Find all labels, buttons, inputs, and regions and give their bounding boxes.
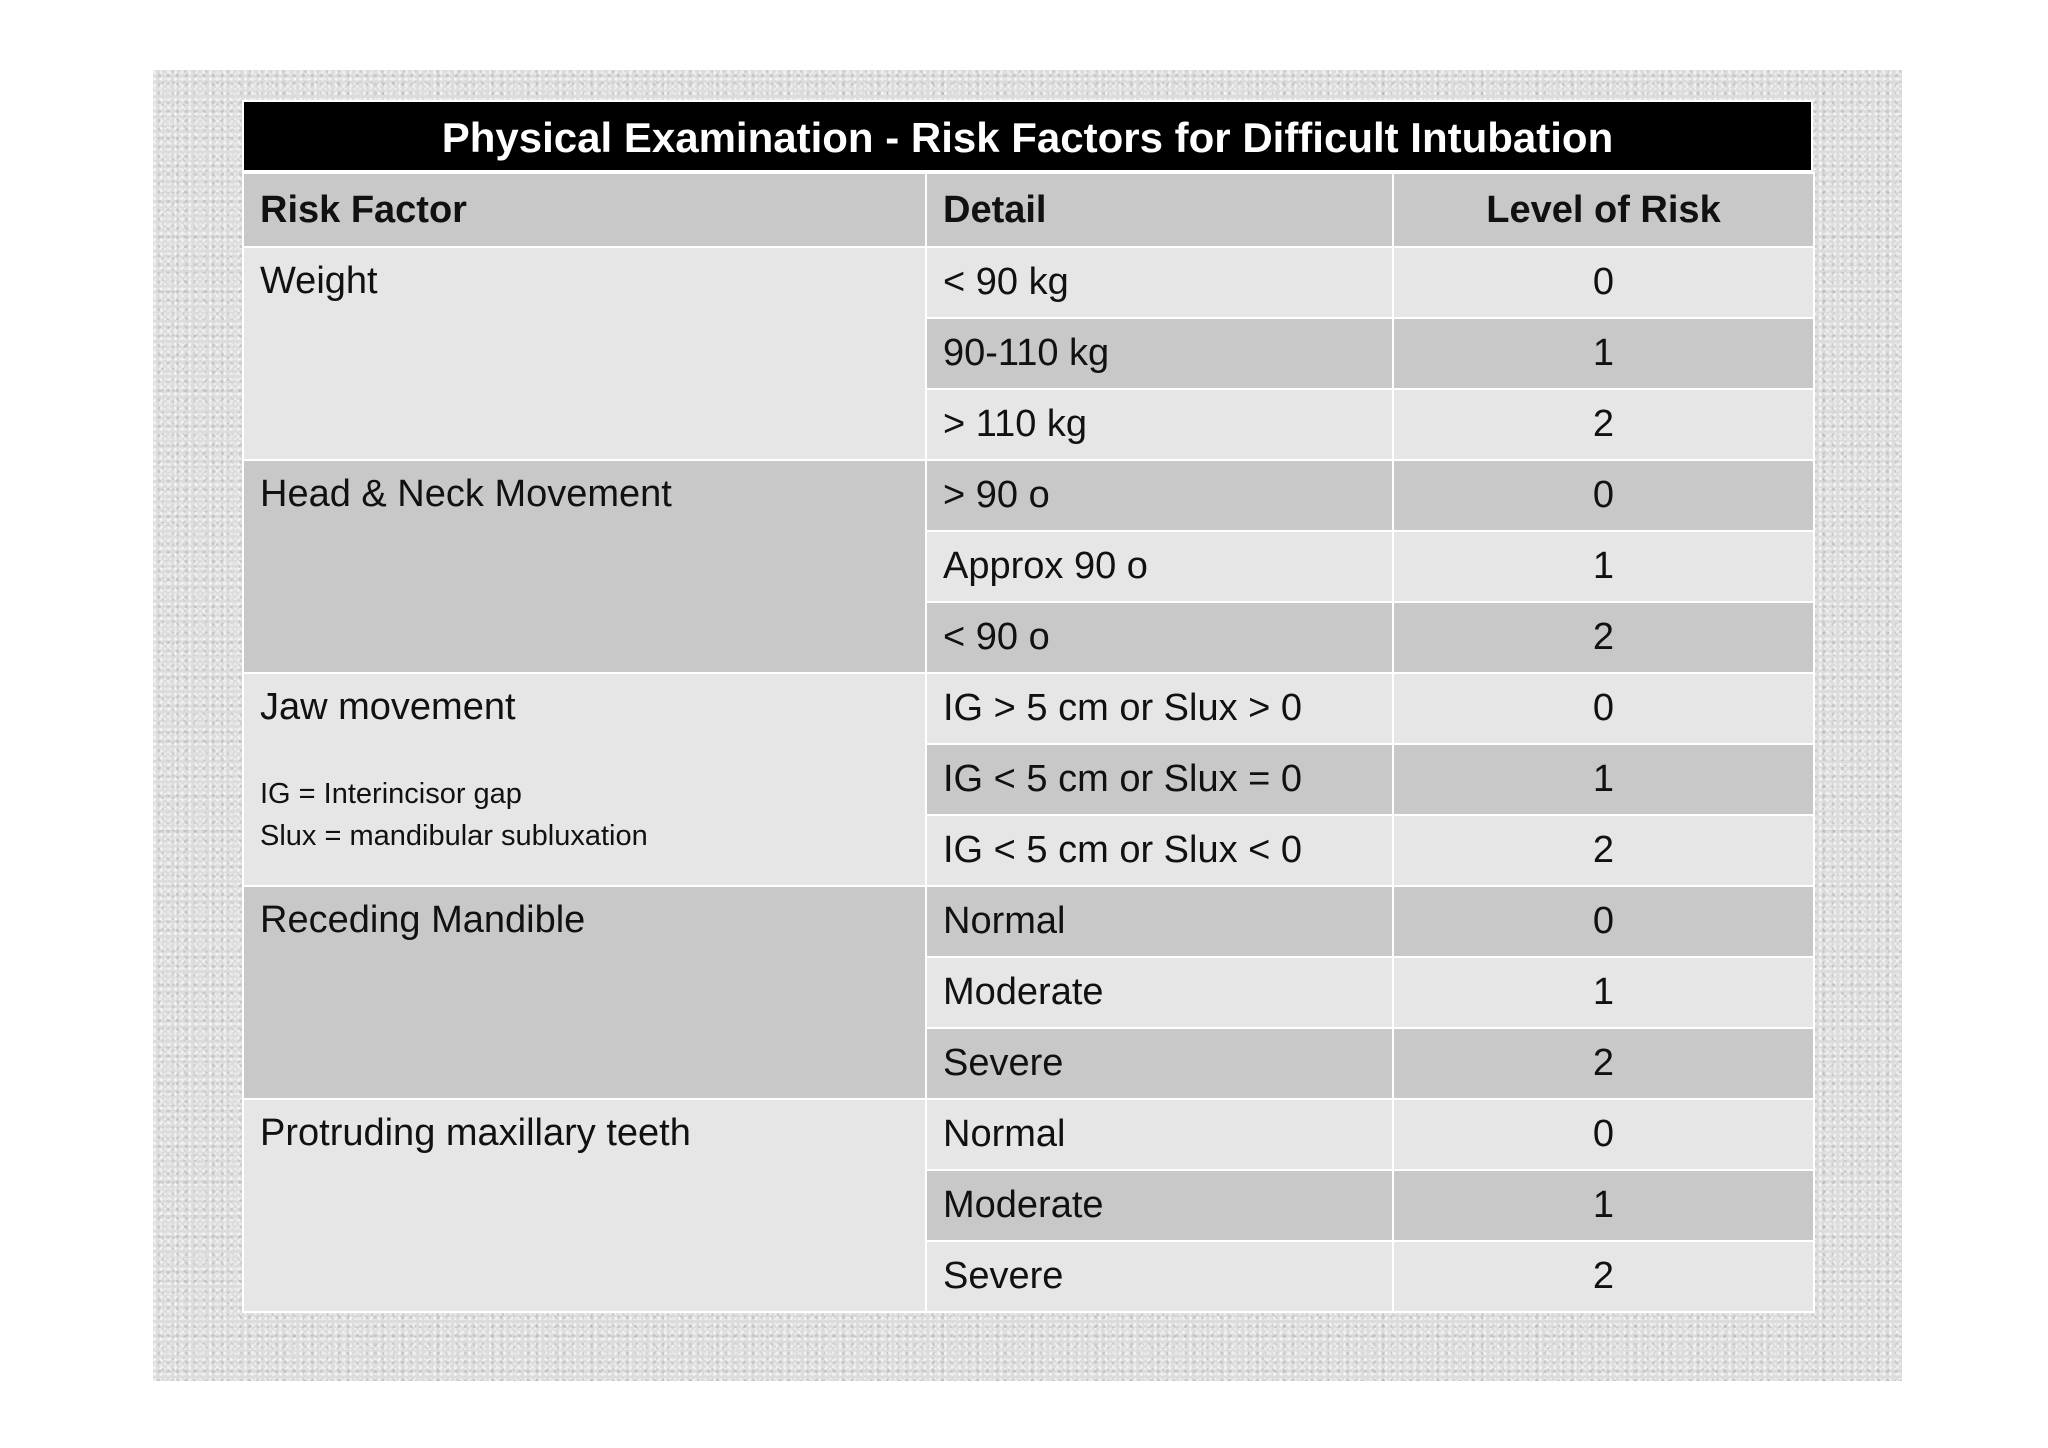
level-cell: 0 <box>1393 886 1814 957</box>
header-level-of-risk: Level of Risk <box>1393 173 1814 247</box>
level-cell: 0 <box>1393 247 1814 318</box>
detail-cell: Normal <box>926 886 1393 957</box>
detail-cell: Approx 90 o <box>926 531 1393 602</box>
note-line: Slux = mandibular subluxation <box>260 820 648 852</box>
header-row <box>243 173 1814 247</box>
detail-cell: IG < 5 cm or Slux < 0 <box>926 815 1393 886</box>
detail-cell: Severe <box>926 1241 1393 1312</box>
level-cell: 1 <box>1393 744 1814 815</box>
risk-factors-table <box>242 172 1815 1313</box>
risk-factor-cell: Weight <box>243 247 926 460</box>
level-cell: 1 <box>1393 957 1814 1028</box>
abbreviation-notes <box>260 773 909 857</box>
table-row <box>243 1099 1814 1170</box>
detail-cell: < 90 o <box>926 602 1393 673</box>
detail-cell: 90-110 kg <box>926 318 1393 389</box>
detail-cell: < 90 kg <box>926 247 1393 318</box>
header-risk-factor: Risk Factor <box>243 173 926 247</box>
detail-cell: IG > 5 cm or Slux > 0 <box>926 673 1393 744</box>
level-cell: 0 <box>1393 460 1814 531</box>
note-line: IG = Interincisor gap <box>260 778 522 810</box>
table-row <box>243 673 1814 744</box>
detail-cell: Normal <box>926 1099 1393 1170</box>
detail-cell: Severe <box>926 1028 1393 1099</box>
risk-factor-cell: Receding Mandible <box>243 886 926 1099</box>
header-detail: Detail <box>926 173 1393 247</box>
level-cell: 0 <box>1393 673 1814 744</box>
level-cell: 0 <box>1393 1099 1814 1170</box>
detail-cell: > 90 o <box>926 460 1393 531</box>
risk-factor-cell <box>243 673 926 886</box>
risk-factor-cell: Protruding maxillary teeth <box>243 1099 926 1312</box>
risk-factor-label: Jaw movement <box>260 686 516 728</box>
table-row <box>243 460 1814 531</box>
detail-cell: IG < 5 cm or Slux = 0 <box>926 744 1393 815</box>
detail-cell: Moderate <box>926 1170 1393 1241</box>
level-cell: 2 <box>1393 1241 1814 1312</box>
table-row <box>243 247 1814 318</box>
level-cell: 2 <box>1393 815 1814 886</box>
risk-table-container <box>242 100 1813 1313</box>
table-title: Physical Examination - Risk Factors for Difficult Intubation <box>242 100 1813 172</box>
level-cell: 1 <box>1393 318 1814 389</box>
detail-cell: > 110 kg <box>926 389 1393 460</box>
level-cell: 1 <box>1393 1170 1814 1241</box>
level-cell: 2 <box>1393 389 1814 460</box>
table-row <box>243 886 1814 957</box>
level-cell: 2 <box>1393 1028 1814 1099</box>
detail-cell: Moderate <box>926 957 1393 1028</box>
level-cell: 1 <box>1393 531 1814 602</box>
risk-factor-cell: Head & Neck Movement <box>243 460 926 673</box>
level-cell: 2 <box>1393 602 1814 673</box>
